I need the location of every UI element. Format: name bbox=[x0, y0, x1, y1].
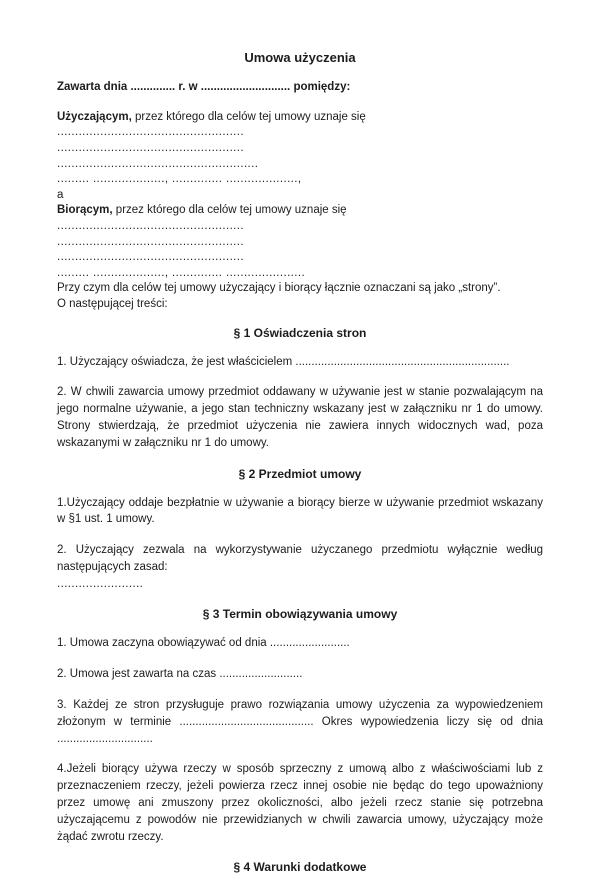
section-2-paragraph-2-blank-line: ........................ bbox=[57, 577, 144, 590]
borrower-blank-line-4: ......... ...................., .............. ...................... bbox=[57, 266, 306, 279]
section-2 bbox=[57, 466, 543, 593]
lender-blank-line-3: ........................................................ bbox=[57, 157, 259, 170]
section-4-heading: § 4 Warunki dodatkowe bbox=[233, 860, 367, 875]
document-title: Umowa użyczenia bbox=[244, 50, 356, 65]
conjunction-a: a bbox=[57, 188, 64, 201]
lender-intro-line bbox=[57, 110, 543, 126]
section-1-paragraph-1: 1. Użyczający oświadcza, że jest właścicielem ................................................................... bbox=[57, 355, 510, 368]
section-3-paragraph-3: 3. Każdej ze stron przysługuje prawo rozwiązania umowy użyczenia za wypowiedzeniem złożonym w terminie .......................................... Okres wypowiedzenia liczy się od dnia .............................. bbox=[57, 699, 543, 745]
lender-label: Użyczającym, bbox=[57, 110, 132, 123]
borrower-blank-line-1: .................................................... bbox=[57, 219, 244, 232]
borrower-blank-line-3: .................................................... bbox=[57, 251, 244, 264]
lender-blank-line-2: .................................................... bbox=[57, 141, 244, 154]
lender-blank-line-4: ......... ...................., .............. ...................., bbox=[57, 173, 302, 186]
section-2-heading: § 2 Przedmiot umowy bbox=[238, 466, 362, 481]
section-3-paragraph-1: 1. Umowa zaczyna obowiązywać od dnia ......................... bbox=[57, 637, 350, 650]
lender-blank-line-1: .................................................... bbox=[57, 126, 244, 139]
section-2-paragraph-2: 2. Użyczający zezwala na wykorzystywanie użyczanego przedmiotu wyłącznie według następujących zasad: bbox=[57, 544, 543, 573]
section-3-paragraph-2: 2. Umowa jest zawarta na czas .......................... bbox=[57, 668, 303, 681]
borrower-description: przez którego dla celów tej umowy uznaje się bbox=[112, 204, 347, 217]
section-2-paragraph-1: 1.Użyczający oddaje bezpłatnie w używanie a biorący bierze w używanie przedmiot wskazany w §1 ust. 1 umowy. bbox=[57, 496, 543, 526]
content-intro-line: O następującej treści: bbox=[57, 297, 168, 310]
lender-description: przez którego dla celów tej umowy uznaje się bbox=[131, 110, 366, 123]
section-4 bbox=[57, 859, 543, 876]
section-3 bbox=[57, 606, 543, 845]
section-3-paragraph-4: 4.Jeżeli biorący używa rzeczy w sposób sprzeczny z umową albo z właściwościami lub z przeznaczeniem rzeczy, jeżeli powierza rzecz innej osobie nie będąc do tego upoważniony przez umowę ani zmuszony przez okoliczności, albo jeżeli rzecz stanie się potrzebna użyczającemu z powodów nie przewidzianych w chwili zawarcia umowy, użyczający może żądać zwrotu rzeczy. bbox=[57, 763, 543, 843]
borrower-intro-line bbox=[57, 203, 543, 219]
lender-party-block bbox=[57, 110, 543, 313]
borrower-blank-line-2: .................................................... bbox=[57, 235, 244, 248]
section-1-heading: § 1 Oświadczenia stron bbox=[233, 325, 367, 340]
section-1-paragraph-2: 2. W chwili zawarcia umowy przedmiot oddawany w używanie jest w stanie pozwalającym na jego normalne używanie, a jego stan techniczny wskazany jest w załączniku nr 1 do umowy. Strony stwierdzają, że przedmiot użyczenia nie zawiera innych widocznych wad, poza wskazanymi w załączniku nr 1 do umowy. bbox=[57, 386, 543, 449]
joint-note-line: Przy czym dla celów tej umowy użyczający i biorący łącznie oznaczani są jako „strony”. bbox=[57, 282, 501, 295]
opening-line: Zawarta dnia .............. r. w ............................ pomiędzy: bbox=[57, 81, 351, 93]
section-1 bbox=[57, 325, 543, 452]
section-3-heading: § 3 Termin obowiązywania umowy bbox=[202, 607, 398, 622]
borrower-label: Biorącym, bbox=[57, 204, 113, 217]
